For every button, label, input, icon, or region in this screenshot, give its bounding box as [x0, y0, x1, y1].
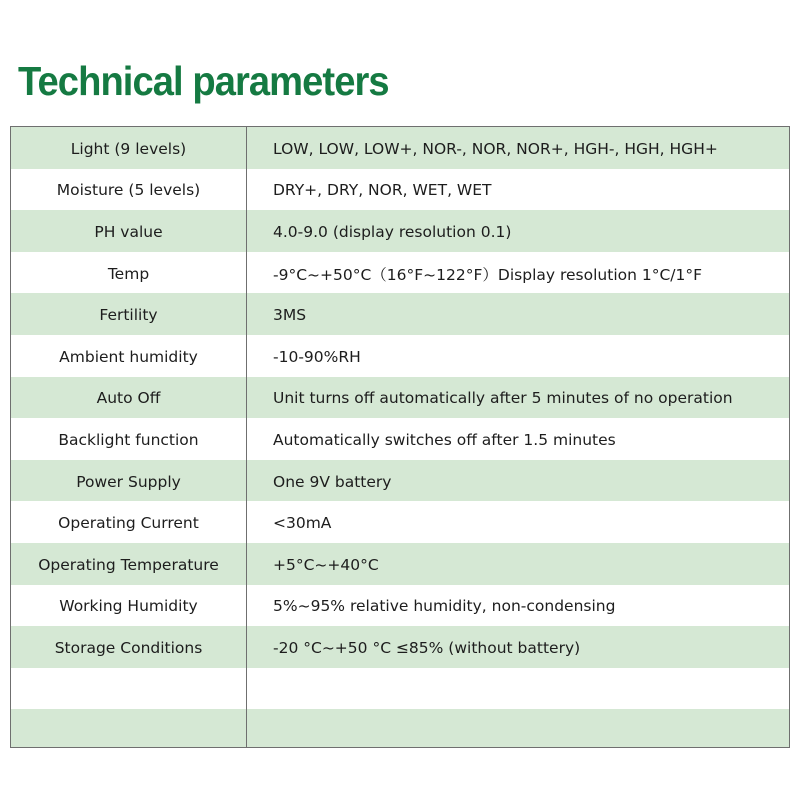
row-label: Fertility	[11, 293, 247, 335]
table-row	[11, 335, 789, 377]
row-label: PH value	[11, 210, 247, 252]
row-value: 3MS	[273, 306, 307, 325]
row-value: LOW, LOW, LOW+, NOR-, NOR, NOR+, HGH-, HGH, HGH+	[273, 139, 718, 158]
row-label	[11, 709, 247, 748]
table-row	[11, 543, 789, 585]
table-row	[11, 460, 789, 502]
parameters-table	[10, 126, 790, 748]
row-value: 4.0-9.0 (display resolution 0.1)	[273, 222, 512, 241]
row-value: DRY+, DRY, NOR, WET, WET	[273, 181, 492, 200]
row-label: Light (9 levels)	[11, 127, 247, 169]
row-label: Backlight function	[11, 418, 247, 460]
table-row	[11, 668, 789, 710]
table-row	[11, 210, 789, 252]
table-row	[11, 293, 789, 335]
row-value: One 9V battery	[273, 472, 392, 491]
row-value: +5°C~+40°C	[273, 555, 379, 574]
row-value	[247, 668, 789, 710]
row-value: Automatically switches off after 1.5 minutes	[273, 430, 616, 449]
table-row	[11, 377, 789, 419]
row-label: Operating Current	[11, 501, 247, 543]
row-label: Operating Temperature	[11, 543, 247, 585]
row-value: 5%~95% relative humidity, non-condensing	[273, 597, 616, 616]
row-label: Working Humidity	[11, 585, 247, 627]
table-row	[11, 709, 789, 748]
row-value: -9°C~+50°C（16°F~122°F）Display resolution 1°C/1°F	[273, 265, 703, 284]
table-row	[11, 501, 789, 543]
table-row	[11, 418, 789, 460]
row-label: Moisture (5 levels)	[11, 169, 247, 211]
row-label: Temp	[11, 252, 247, 294]
table-row	[11, 626, 789, 668]
table-row	[11, 252, 789, 294]
table-row	[11, 169, 789, 211]
row-value: -10-90%RH	[273, 347, 361, 366]
row-value: -20 °C~+50 °C ≤85% (without battery)	[273, 638, 581, 657]
row-value	[247, 709, 789, 748]
page-title: Technical parameters	[18, 58, 389, 104]
table-row	[11, 127, 789, 169]
row-value: Unit turns off automatically after 5 minutes of no operation	[273, 389, 733, 408]
row-label: Storage Conditions	[11, 626, 247, 668]
row-label: Power Supply	[11, 460, 247, 502]
row-label	[11, 668, 247, 710]
table-row	[11, 585, 789, 627]
row-label: Ambient humidity	[11, 335, 247, 377]
row-value: <30mA	[273, 514, 332, 533]
row-label: Auto Off	[11, 377, 247, 419]
